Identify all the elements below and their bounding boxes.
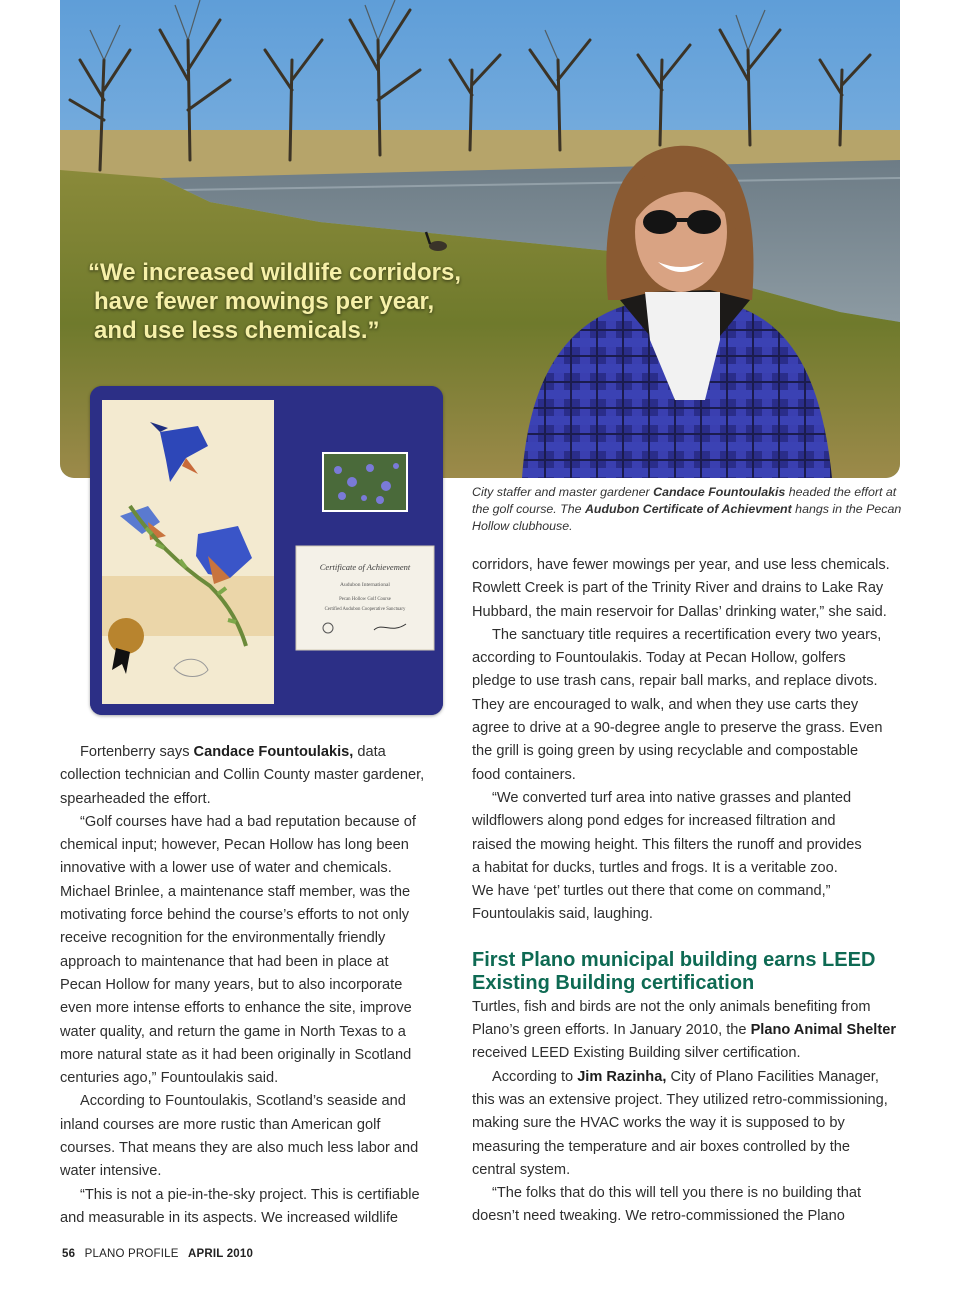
text-line: The sanctuary title requires a recertification every two years, (492, 626, 882, 643)
text-line: a habitat for ducks, turtles and frogs. It is a veritable zoo. (472, 859, 838, 876)
text-line: corridors, have fewer mowings per year, and use less chemicals. (472, 557, 890, 573)
page-number: 56 (62, 1248, 76, 1260)
section-heading-line: Existing Building certification (472, 972, 755, 995)
text-line: Michael Brinlee, a maintenance staff member, was the (60, 883, 411, 900)
text-line: even more intense efforts to enhance the site, improve (60, 1000, 412, 1017)
page-footer (62, 1248, 253, 1260)
text-line: innovative with a lower use of water and chemicals. (60, 860, 392, 877)
text-line: “This is not a pie-in-the-sky project. This is certifiable (80, 1186, 420, 1203)
caption-certificate: Audubon Certificate of Achievment (584, 502, 792, 516)
text-line: the grill is going green by using recyclable and compostable (472, 743, 859, 760)
text-line: inland courses are more rustic than American golf (60, 1116, 381, 1133)
pull-quote-line: “We increased wildlife corridors, (88, 259, 462, 286)
person-name: Jim Razinha, (577, 1068, 667, 1085)
pull-quote (88, 258, 508, 345)
audubon-certificate-image (90, 386, 443, 715)
caption-text: hangs in the Pecan Hollow clubhouse. (472, 502, 902, 533)
text-line: chemical input; however, Pecan Hollow has long been (60, 837, 409, 854)
text-line: Fountoulakis said, laughing. (472, 906, 653, 923)
article-column-left (60, 741, 450, 1230)
text-line: Plano’s green efforts. In January 2010, the Plano Animal Shelter (472, 1022, 896, 1039)
section-heading (472, 949, 900, 996)
text-line: “We converted turf area into native grasses and planted (492, 789, 852, 806)
text-line: Rowlett Creek is part of the Trinity River and drains to Lake Ray (472, 580, 884, 597)
text-line: agree to drive at a 90-degree angle to preserve the grass. Even (472, 720, 883, 737)
section-heading-line: First Plano municipal building earns LEED (472, 948, 876, 971)
text-line: central system. (472, 1161, 571, 1178)
text-line: according to Fountoulakis. Today at Pecan Hollow, golfers (472, 650, 846, 667)
text-line: pledge to use trash cans, repair ball marks, and replace divots. (472, 673, 878, 690)
text-line: centuries ago,” Fountoulakis said. (60, 1070, 279, 1087)
person-name: Candace Fountoulakis, (193, 744, 354, 760)
text-line: wildflowers along pond edges for increased filtration and (472, 813, 836, 830)
caption-name: Candace Fountoulakis (653, 485, 786, 499)
article-column-right (472, 554, 900, 1229)
text-line: raised the mowing height. This filters the runoff and provides (472, 836, 862, 853)
text-line: and measurable in its aspects. We increased wildlife (60, 1209, 398, 1226)
text-line: According to Jim Razinha, City of Plano Facilities Manager, (492, 1068, 879, 1085)
text-line: more natural state as it had been originally in Scotland (60, 1046, 412, 1063)
issue-date: APRIL 2010 (188, 1248, 254, 1260)
text-line: We have ‘pet’ turtles out there that come on command,” (472, 883, 831, 900)
text-line: spearheaded the effort. (60, 790, 211, 807)
magazine-name: PLANO PROFILE (84, 1248, 179, 1260)
text-line: doesn’t need tweaking. We retro-commissioned the Plano (472, 1208, 845, 1225)
text-line: According to Fountoulakis, Scotland’s seaside and (80, 1093, 406, 1110)
text-line: receive recognition for the environmentally friendly (60, 930, 386, 947)
text-line: food containers. (472, 766, 576, 783)
text-line: this was an extensive project. They utilized retro-commissioning, (472, 1091, 888, 1108)
text-line: received LEED Existing Building silver certification. (472, 1045, 801, 1062)
text-line: “Golf courses have had a bad reputation because of (80, 813, 416, 830)
pull-quote-line: have fewer mowings per year, (94, 288, 435, 315)
photo-caption (472, 484, 902, 535)
text-line: Turtles, fish and birds are not the only animals benefiting from (472, 998, 871, 1015)
text-line: making sure the HVAC works the way it is supposed to by (472, 1115, 845, 1132)
certificate-line: Pecan Hollow Golf Course (339, 597, 391, 602)
text-line: approach to maintenance that had been in place at (60, 953, 389, 970)
text-line: courses. That means they are also much less labor and (60, 1140, 419, 1157)
facility-name: Plano Animal Shelter (750, 1022, 896, 1039)
text-line: “The folks that do this will tell you there is no building that (492, 1185, 862, 1202)
text-line: motivating force behind the course’s efforts to not only (60, 907, 410, 924)
text-line: Hubbard, the main reservoir for Dallas’ drinking water,” she said. (472, 603, 887, 620)
certificate-org: Audubon International (340, 582, 390, 588)
text-line: They are encouraged to walk, and when they use carts they (472, 696, 859, 713)
caption-text: City staffer and master gardener (472, 485, 654, 499)
caption-text: headed the effort at the golf course. The (472, 485, 897, 516)
certificate-line: Certified Audubon Cooperative Sanctuary (324, 607, 406, 612)
text-line: measuring the temperature and air boxes controlled by the (472, 1138, 851, 1155)
text-line: water intensive. (60, 1163, 162, 1180)
text-line: Fortenberry says Candace Fountoulakis, data (80, 744, 386, 760)
certificate-photo (90, 386, 443, 715)
text-line: collection technician and Collin County master gardener, (60, 767, 425, 784)
pull-quote-line: and use less chemicals.” (94, 317, 380, 344)
text-line: water quality, and return the game in North Texas to a (60, 1023, 406, 1040)
certificate-heading: Certificate of Achievement (319, 562, 411, 572)
text-line: Pecan Hollow for many years, but to also incorporate (60, 976, 403, 993)
